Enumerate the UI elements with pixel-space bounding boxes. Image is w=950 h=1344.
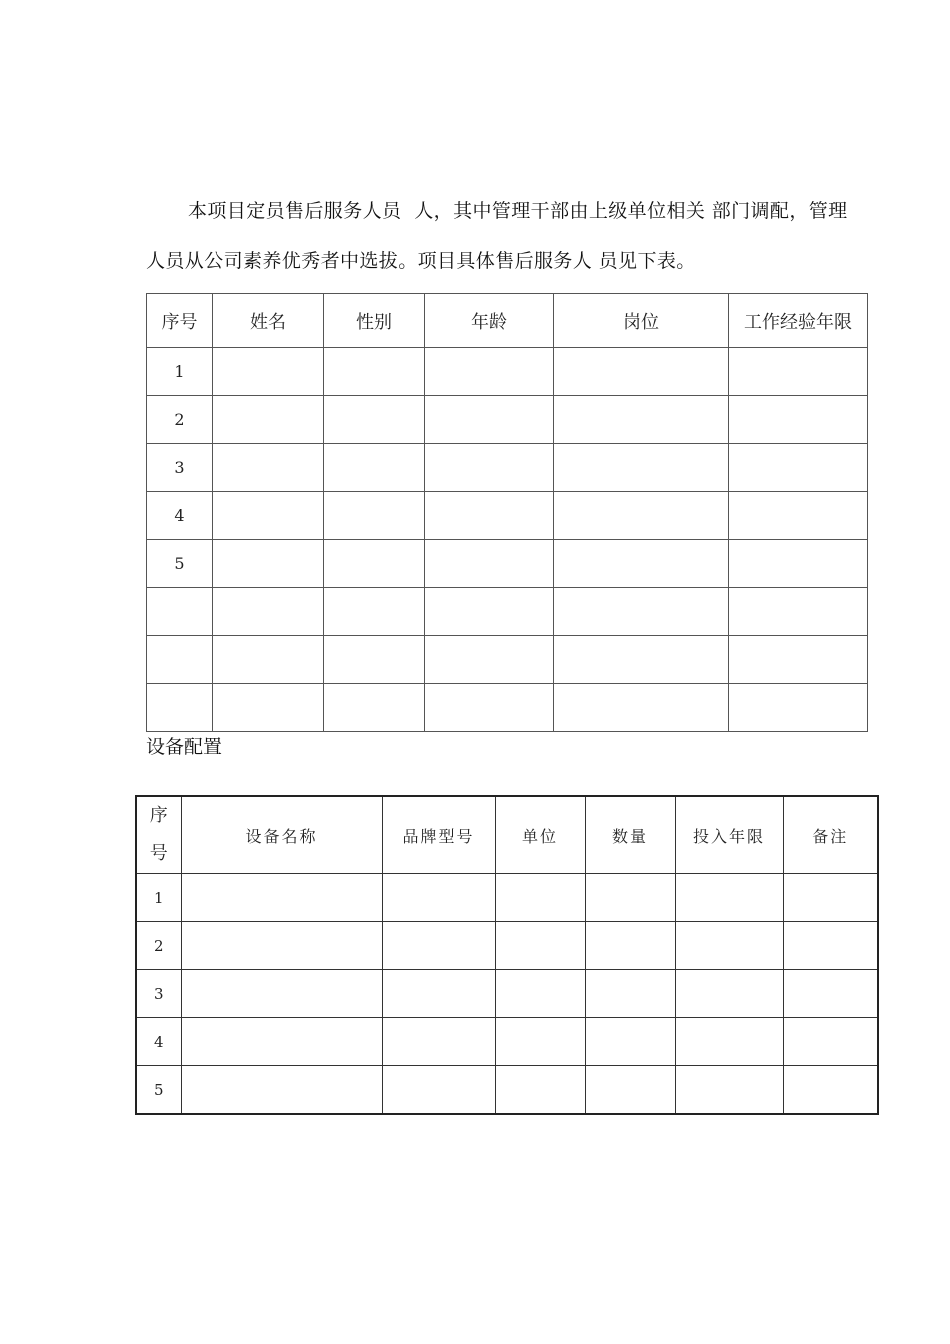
- table-cell: [729, 684, 868, 732]
- table-cell: [783, 1018, 878, 1066]
- table-cell: [425, 444, 554, 492]
- table-cell: [729, 636, 868, 684]
- table-cell: [181, 1066, 382, 1115]
- table-cell: [324, 348, 425, 396]
- table-cell: [783, 922, 878, 970]
- table-cell: [213, 540, 324, 588]
- table-cell: [324, 588, 425, 636]
- table-cell: [495, 874, 585, 922]
- staff-table: [146, 293, 868, 732]
- table-cell: [213, 684, 324, 732]
- equipment-section-title: 设备配置: [146, 736, 223, 758]
- table-cell: [425, 636, 554, 684]
- table-cell: [324, 684, 425, 732]
- table-cell: [382, 922, 495, 970]
- staff-row-seq: [147, 684, 213, 732]
- table-cell: [324, 540, 425, 588]
- table-row: [147, 396, 868, 444]
- table-cell: [425, 348, 554, 396]
- table-cell: [554, 492, 729, 540]
- equipment-header-years: 投入年限: [675, 796, 783, 874]
- equipment-table: [135, 795, 879, 1115]
- table-cell: [425, 684, 554, 732]
- table-cell: [554, 588, 729, 636]
- table-cell: [783, 1066, 878, 1115]
- table-cell: [729, 444, 868, 492]
- equipment-header-remarks: 备注: [783, 796, 878, 874]
- table-cell: [675, 922, 783, 970]
- staff-header-seq: 序号: [147, 294, 213, 348]
- table-cell: [213, 588, 324, 636]
- staff-row-seq: [147, 588, 213, 636]
- table-cell: [213, 444, 324, 492]
- table-cell: [382, 1066, 495, 1115]
- staff-header-name: 姓名: [213, 294, 324, 348]
- table-cell: [181, 1018, 382, 1066]
- table-cell: [729, 540, 868, 588]
- staff-row-seq: 5: [147, 540, 213, 588]
- table-cell: [554, 540, 729, 588]
- table-cell: [729, 348, 868, 396]
- table-cell: [495, 970, 585, 1018]
- table-cell: [585, 970, 675, 1018]
- table-row: [147, 588, 868, 636]
- table-row: [147, 684, 868, 732]
- intro-paragraph-line-2: 人员从公司素养优秀者中选拔。项目具体售后服务人 员见下表。: [146, 250, 696, 272]
- staff-header-position: 岗位: [554, 294, 729, 348]
- table-row: [147, 348, 868, 396]
- table-row: [136, 1066, 878, 1115]
- table-cell: [425, 540, 554, 588]
- staff-header-experience: 工作经验年限: [729, 294, 868, 348]
- table-cell: [382, 874, 495, 922]
- table-row: [136, 1018, 878, 1066]
- table-row: [136, 970, 878, 1018]
- table-cell: [324, 444, 425, 492]
- table-cell: [213, 396, 324, 444]
- table-row: [147, 444, 868, 492]
- table-cell: [495, 922, 585, 970]
- table-cell: [729, 396, 868, 444]
- equipment-header-name: 设备名称: [181, 796, 382, 874]
- table-row: [147, 492, 868, 540]
- staff-row-seq: 2: [147, 396, 213, 444]
- intro-paragraph-line-1: 本项目定员售后服务人员 人，其中管理干部由上级单位相关 部门调配，管理: [188, 200, 848, 222]
- table-cell: [675, 1066, 783, 1115]
- staff-row-seq: 3: [147, 444, 213, 492]
- table-cell: [554, 636, 729, 684]
- table-cell: [554, 684, 729, 732]
- table-cell: [585, 874, 675, 922]
- equipment-row-seq: 3: [136, 970, 181, 1018]
- staff-row-seq: 4: [147, 492, 213, 540]
- table-cell: [675, 1018, 783, 1066]
- table-cell: [324, 492, 425, 540]
- table-cell: [554, 348, 729, 396]
- table-row: [147, 636, 868, 684]
- table-row: [136, 922, 878, 970]
- table-cell: [675, 874, 783, 922]
- table-cell: [181, 970, 382, 1018]
- equipment-header-seq: [136, 796, 181, 874]
- staff-header-gender: 性别: [324, 294, 425, 348]
- equipment-row-seq: 5: [136, 1066, 181, 1115]
- table-cell: [729, 492, 868, 540]
- equipment-header-seq-part-1: 序: [149, 805, 168, 826]
- equipment-row-seq: 2: [136, 922, 181, 970]
- table-cell: [213, 348, 324, 396]
- staff-table-header-row: [147, 294, 868, 348]
- table-cell: [382, 970, 495, 1018]
- table-cell: [382, 1018, 495, 1066]
- table-cell: [213, 492, 324, 540]
- equipment-table-header-row: [136, 796, 878, 874]
- equipment-header-quantity: 数量: [585, 796, 675, 874]
- table-cell: [585, 1066, 675, 1115]
- equipment-row-seq: 4: [136, 1018, 181, 1066]
- table-cell: [554, 444, 729, 492]
- table-cell: [425, 588, 554, 636]
- table-cell: [324, 636, 425, 684]
- table-cell: [425, 396, 554, 444]
- equipment-header-unit: 单位: [495, 796, 585, 874]
- table-row: [136, 874, 878, 922]
- table-cell: [495, 1018, 585, 1066]
- table-cell: [324, 396, 425, 444]
- table-cell: [675, 970, 783, 1018]
- table-cell: [181, 922, 382, 970]
- table-cell: [554, 396, 729, 444]
- table-cell: [783, 970, 878, 1018]
- equipment-header-seq-part-2: 号: [149, 843, 168, 864]
- table-cell: [783, 874, 878, 922]
- table-cell: [729, 588, 868, 636]
- table-cell: [585, 922, 675, 970]
- table-cell: [425, 492, 554, 540]
- table-cell: [213, 636, 324, 684]
- table-row: [147, 540, 868, 588]
- table-cell: [181, 874, 382, 922]
- staff-row-seq: [147, 636, 213, 684]
- table-cell: [585, 1018, 675, 1066]
- equipment-header-brand-model: 品牌型号: [382, 796, 495, 874]
- equipment-row-seq: 1: [136, 874, 181, 922]
- staff-header-age: 年龄: [425, 294, 554, 348]
- table-cell: [495, 1066, 585, 1115]
- staff-row-seq: 1: [147, 348, 213, 396]
